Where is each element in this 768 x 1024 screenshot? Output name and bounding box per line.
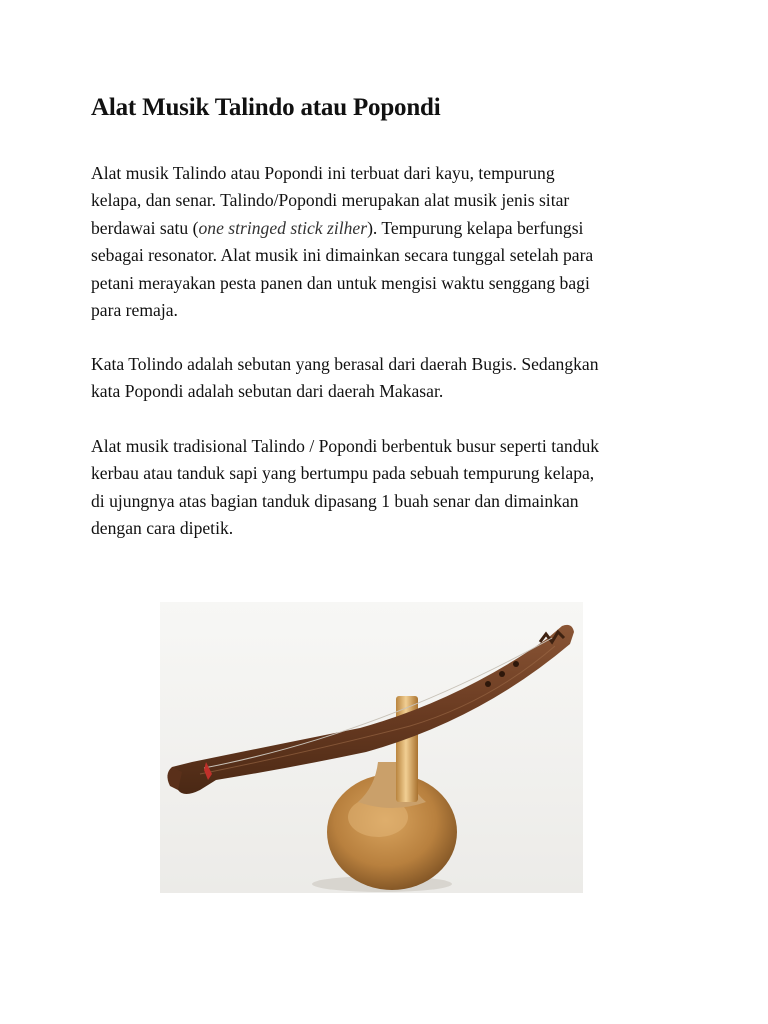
- tuning-hole: [485, 681, 491, 687]
- paragraph-naming: [91, 351, 691, 406]
- instrument-photo: [160, 602, 583, 893]
- talindo-illustration: [160, 602, 583, 893]
- text-segment: berdawai satu (: [91, 217, 199, 238]
- text-line: di ujungnya atas bagian tanduk dipasang 1 buah senar dan dimainkan: [91, 490, 579, 511]
- text-line: kata Popondi adalah sebutan dari daerah Makasar.: [91, 381, 444, 402]
- text-line: dengan cara dipetik.: [91, 518, 234, 539]
- text-line: kelapa, dan senar. Talindo/Popondi merupakan alat musik jenis sitar: [91, 190, 570, 211]
- paragraph-shape: [91, 433, 691, 543]
- text-line: Alat musik Talindo atau Popondi ini terbuat dari kayu, tempurung: [91, 163, 555, 183]
- page-title: Alat Musik Talindo atau Popondi: [91, 94, 441, 121]
- italic-term: one stringed stick zilher: [198, 217, 368, 238]
- text-segment: ). Tempurung kelapa berfungsi: [367, 217, 584, 238]
- text-line: para remaja.: [91, 300, 178, 321]
- text-line-with-italic: [91, 215, 691, 242]
- tuning-hole: [513, 661, 519, 667]
- text-line: Kata Tolindo adalah sebutan yang berasal dari daerah Bugis. Sedangkan: [91, 354, 599, 374]
- text-line: petani merayakan pesta panen dan untuk mengisi waktu senggang bagi: [91, 272, 590, 293]
- text-line: sebagai resonator. Alat musik ini dimainkan secara tunggal setelah para: [91, 245, 594, 266]
- tuning-hole: [499, 671, 505, 677]
- text-line: kerbau atau tanduk sapi yang bertumpu pada sebuah tempurung kelapa,: [91, 463, 595, 484]
- paragraph-description: [91, 160, 691, 324]
- text-line: Alat musik tradisional Talindo / Popondi berbentuk busur seperti tanduk: [91, 436, 600, 456]
